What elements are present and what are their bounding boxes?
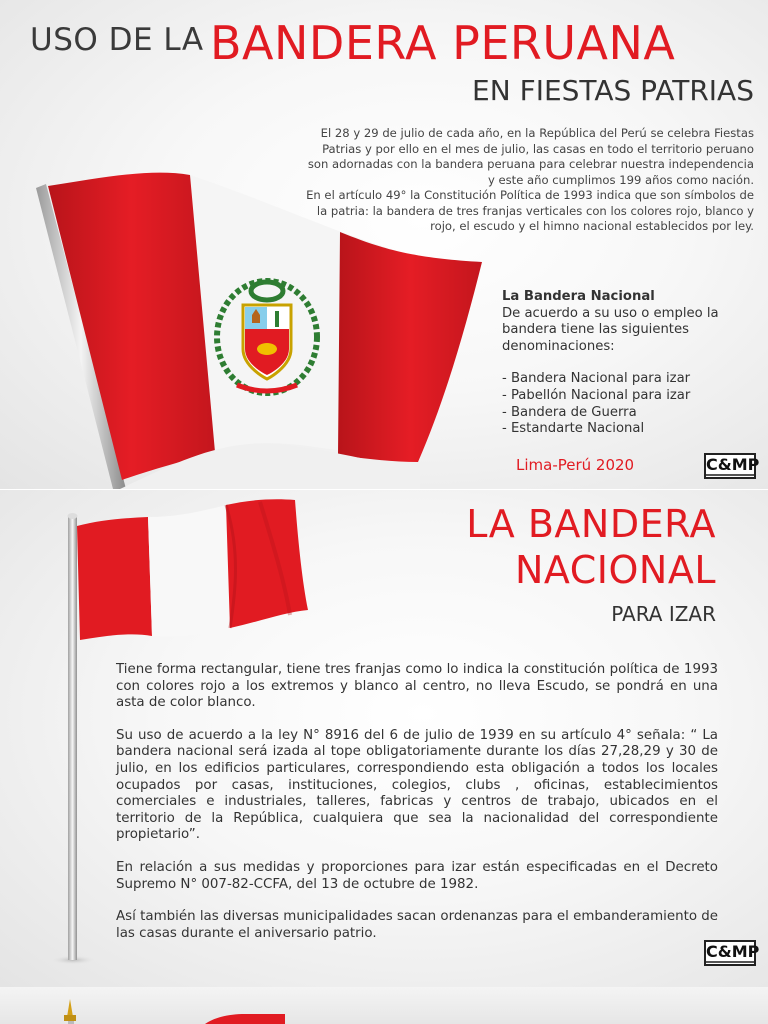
body-paragraph: Su uso de acuerdo a la ley N° 8916 del 6 de julio de 1939 en su artículo 4° señala: “ La bandera nacional será izada al tope obligatoriamente durante los días 27,28,29 y 30 de julio, en los edificios particulares, correspondiendo esta obligación a todos los locales ocupados por casas, instituciones, colegios, clubs , oficinas, establecimientos comerciales e industriales, talleres, fabricas y centros de trabajo, ubicados en el territorio de la República, cualquiera que sea la nacionalidad del correspondiente propietario”. <box>116 727 718 843</box>
logo-text: C&MP <box>706 455 760 474</box>
location-date: Lima-Perú 2020 <box>516 456 635 474</box>
list-item: - Pabellón Nacional para izar <box>502 387 691 403</box>
title-main: BANDERA PERUANA <box>210 16 676 70</box>
section-subtitle: PARA IZAR <box>611 602 716 626</box>
bandera-nacional-title: La Bandera Nacional <box>502 289 655 304</box>
body-paragraph: En relación a sus medidas y proporciones para izar están especificadas en el Decreto Supremo N° 007-82-CCFA, del 13 de octubre de 1982. <box>116 859 718 892</box>
intro-panel <box>0 0 768 489</box>
body-paragraph: Tiene forma rectangular, tiene tres franjas como lo indica la constitución política de 1993 con colores rojo a los extremos y blanco al centro, no lleva Escudo, se pondrá en una asta de color blanco. <box>116 662 718 711</box>
cmp-logo <box>704 940 760 966</box>
bandera-nacional-block <box>502 289 752 438</box>
section-title-line2: NACIONAL <box>515 548 716 592</box>
section-title-line1: LA BANDERA <box>466 502 716 546</box>
list-item: - Bandera de Guerra <box>502 404 637 420</box>
next-panel-partial <box>0 987 768 1024</box>
body-paragraph: Así también las diversas municipalidades sacan ordenanzas para el embanderamiento de las casas durante el aniversario patrio. <box>116 909 719 941</box>
title-suffix: EN FIESTAS PATRIAS <box>472 74 754 107</box>
list-item: - Estandarte Nacional <box>502 421 645 437</box>
denominaciones-list <box>502 371 752 437</box>
para-izar-panel <box>0 490 768 987</box>
waving-flag-with-coat-of-arms-icon <box>0 0 500 489</box>
section-body <box>116 662 718 958</box>
intro-paragraph: El 28 y 29 de julio de cada año, en la República del Perú se celebra Fiestas Patrias y por ello en el mes de julio, las casas en todo el territorio peruano son adornadas con la bandera peruana para celebrar nuestra independencia y este año cumplimos 199 años como nación. <box>307 126 754 187</box>
intro-paragraph: En el artículo 49° la Constitución Política de 1993 indica que son símbolos de la patria: la bandera de tres franjas verticales con los colores rojo, blanco y rojo, el escudo y el himno nacional establecidos por ley. <box>306 188 754 233</box>
list-item: - Bandera Nacional para izar <box>502 371 691 387</box>
bandera-nacional-description: De acuerdo a su uso o empleo la bandera tiene las siguientes denominaciones: <box>502 305 719 354</box>
pole-finial-icon <box>0 987 768 1024</box>
title-prefix: USO DE LA <box>30 22 204 58</box>
logo-text: C&MP <box>706 942 760 961</box>
intro-text <box>304 126 754 235</box>
cmp-logo <box>704 453 760 479</box>
